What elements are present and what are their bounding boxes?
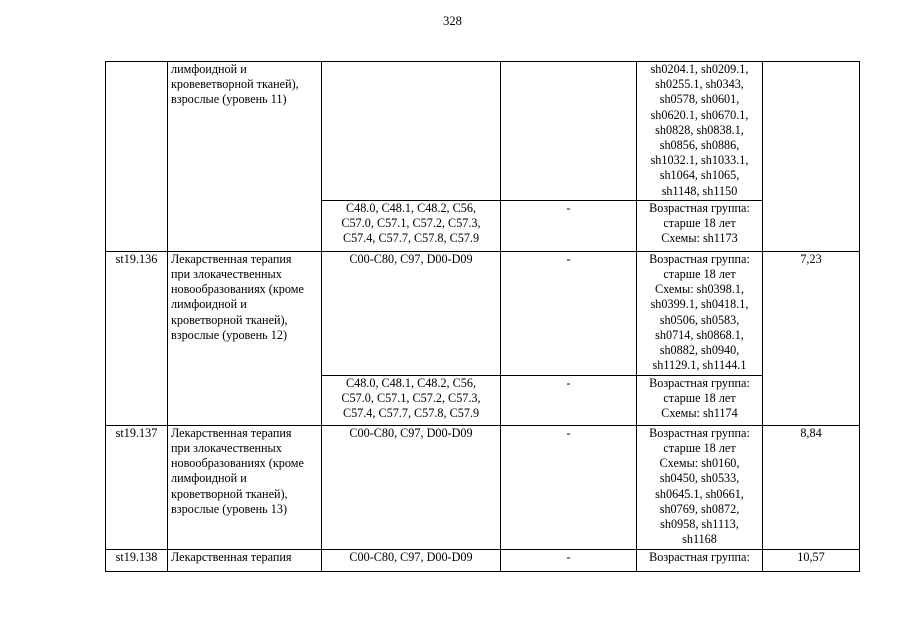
service-codes-cell: - bbox=[501, 200, 637, 251]
ksg-name-cell: лимфоидной и кровеветворной тканей), взрослые (уровень 11) bbox=[168, 62, 322, 252]
ksg-code-cell bbox=[106, 62, 168, 252]
criteria-cell: Возрастная группа: старше 18 лет Схемы: sh0160, sh0450, sh0533, sh0645.1, sh0661, sh0769, sh0872, sh0958, sh1113, sh1168 bbox=[637, 425, 763, 549]
diagnosis-codes-cell: C00-C80, C97, D00-D09 bbox=[322, 425, 501, 549]
coefficient-cell bbox=[763, 62, 860, 252]
service-codes-cell: - bbox=[501, 375, 637, 425]
diagnosis-codes-cell: C00-C80, C97, D00-D09 bbox=[322, 549, 501, 571]
ksg-code-cell: st19.137 bbox=[106, 425, 168, 549]
ksg-code-cell: st19.138 bbox=[106, 549, 168, 571]
ksg-name-cell: Лекарственная терапия при злокачественных новообразованиях (кроме лимфоидной и кроветворной тканей), взрослые (уровень 13) bbox=[168, 425, 322, 549]
diagnosis-codes-cell: C48.0, C48.1, C48.2, C56, C57.0, C57.1, C57.2, C57.3, C57.4, C57.7, C57.8, C57.9 bbox=[322, 200, 501, 251]
criteria-cell: Возрастная группа: старше 18 лет Схемы: sh1174 bbox=[637, 375, 763, 425]
coefficient-cell: 10,57 bbox=[763, 549, 860, 571]
table-row bbox=[106, 62, 860, 201]
service-codes-cell bbox=[501, 62, 637, 201]
criteria-cell: Возрастная группа: старше 18 лет Схемы: sh0398.1, sh0399.1, sh0418.1, sh0506, sh0583, sh0714, sh0868.1, sh0882, sh0940, sh1129.1, sh1144.1 bbox=[637, 251, 763, 375]
table-row bbox=[106, 425, 860, 549]
criteria-cell: sh0204.1, sh0209.1, sh0255.1, sh0343, sh0578, sh0601, sh0620.1, sh0670.1, sh0828, sh0838.1, sh0856, sh0886, sh1032.1, sh1033.1, sh1064, sh1065, sh1148, sh1150 bbox=[637, 62, 763, 201]
table-row bbox=[106, 549, 860, 571]
coefficient-cell: 8,84 bbox=[763, 425, 860, 549]
criteria-cell: Возрастная группа: старше 18 лет Схемы: sh1173 bbox=[637, 200, 763, 251]
service-codes-cell: - bbox=[501, 251, 637, 375]
tariff-table bbox=[105, 61, 860, 572]
ksg-name-cell: Лекарственная терапия bbox=[168, 549, 322, 571]
diagnosis-codes-cell: C00-C80, C97, D00-D09 bbox=[322, 251, 501, 375]
criteria-cell: Возрастная группа: bbox=[637, 549, 763, 571]
table-row bbox=[106, 251, 860, 375]
diagnosis-codes-cell: C48.0, C48.1, C48.2, C56, C57.0, C57.1, C57.2, C57.3, C57.4, C57.7, C57.8, C57.9 bbox=[322, 375, 501, 425]
ksg-name-cell: Лекарственная терапия при злокачественных новообразованиях (кроме лимфоидной и кроветворной тканей), взрослые (уровень 12) bbox=[168, 251, 322, 425]
service-codes-cell: - bbox=[501, 549, 637, 571]
service-codes-cell: - bbox=[501, 425, 637, 549]
page-number: 328 bbox=[443, 14, 462, 28]
ksg-code-cell: st19.136 bbox=[106, 251, 168, 425]
coefficient-cell: 7,23 bbox=[763, 251, 860, 425]
diagnosis-codes-cell bbox=[322, 62, 501, 201]
